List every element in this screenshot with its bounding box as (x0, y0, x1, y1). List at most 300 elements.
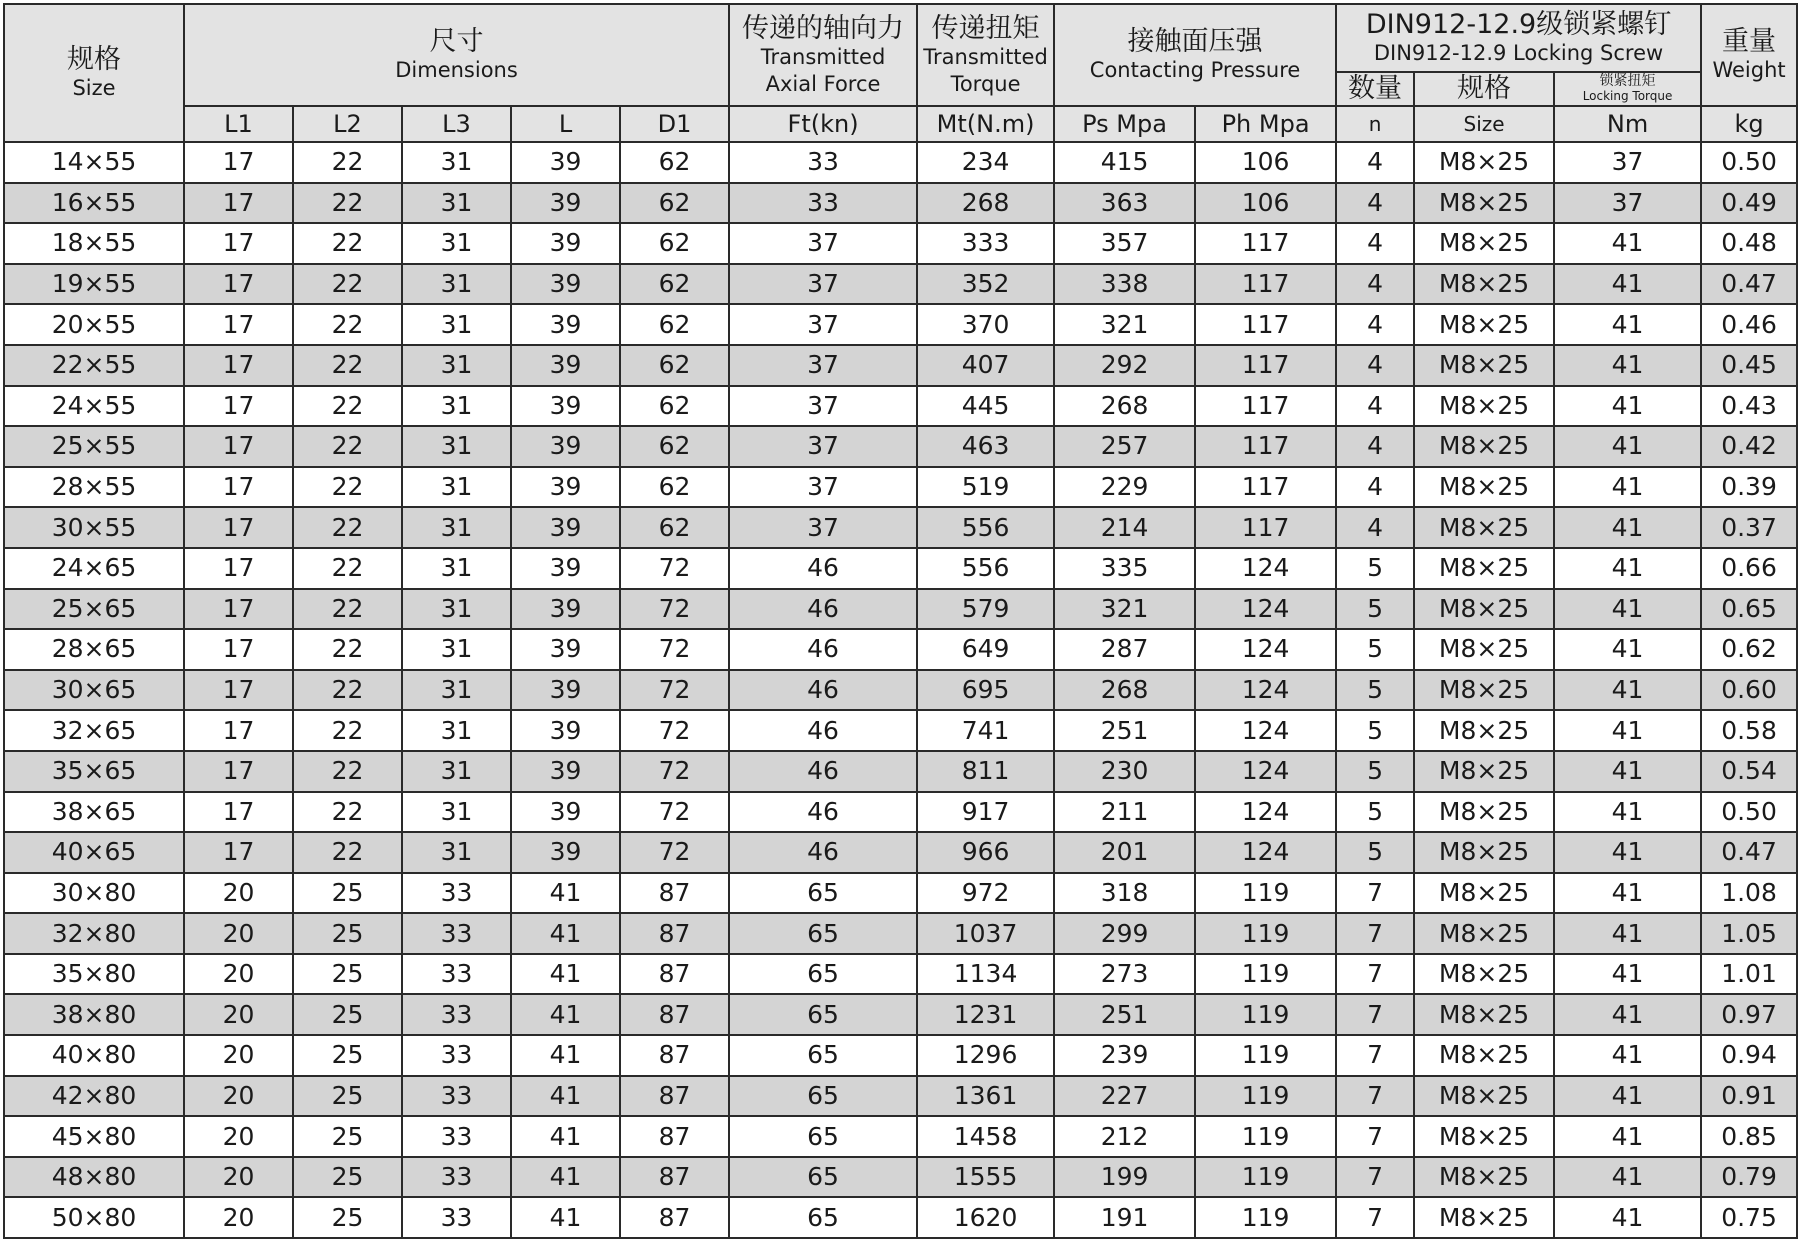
header-axial-force (729, 4, 917, 106)
cell-l2: 22 (293, 548, 402, 589)
cell-ph: 119 (1195, 994, 1336, 1035)
unit-d1: D1 (620, 106, 729, 142)
cell-ph: 124 (1195, 832, 1336, 873)
cell-ph: 106 (1195, 142, 1336, 183)
cell-locking-torque: 41 (1554, 467, 1701, 508)
cell-d1: 72 (620, 751, 729, 792)
cell-l: 41 (511, 954, 620, 995)
cell-mt: 370 (917, 304, 1054, 345)
cell-l3: 33 (402, 1116, 511, 1157)
unit-ps: Ps Mpa (1054, 106, 1195, 142)
cell-mt: 579 (917, 589, 1054, 630)
cell-screw-qty: 7 (1336, 1116, 1414, 1157)
cell-screw-size: M8×25 (1414, 751, 1554, 792)
cell-locking-torque: 41 (1554, 1035, 1701, 1076)
cell-l2: 22 (293, 670, 402, 711)
cell-mt: 1361 (917, 1076, 1054, 1117)
cell-weight: 0.62 (1701, 629, 1797, 670)
cell-screw-qty: 4 (1336, 507, 1414, 548)
cell-d1: 62 (620, 345, 729, 386)
cell-mt: 811 (917, 751, 1054, 792)
cell-l2: 22 (293, 345, 402, 386)
cell-weight: 0.97 (1701, 994, 1797, 1035)
header-axial-force-en2: Axial Force (765, 71, 881, 96)
cell-ft: 65 (729, 1157, 917, 1198)
cell-mt: 234 (917, 142, 1054, 183)
cell-ps: 191 (1054, 1197, 1195, 1238)
cell-d1: 72 (620, 832, 729, 873)
cell-ph: 117 (1195, 386, 1336, 427)
cell-l1: 17 (184, 426, 293, 467)
cell-screw-qty: 4 (1336, 467, 1414, 508)
cell-l: 39 (511, 832, 620, 873)
cell-screw-size: M8×25 (1414, 467, 1554, 508)
unit-l3: L3 (402, 106, 511, 142)
cell-size: 30×80 (4, 873, 184, 914)
cell-size: 25×65 (4, 589, 184, 630)
cell-size: 35×80 (4, 954, 184, 995)
cell-l3: 31 (402, 507, 511, 548)
table-row (4, 507, 1797, 548)
cell-mt: 649 (917, 629, 1054, 670)
cell-l2: 22 (293, 629, 402, 670)
cell-l3: 31 (402, 548, 511, 589)
cell-screw-qty: 4 (1336, 223, 1414, 264)
cell-locking-torque: 41 (1554, 1157, 1701, 1198)
cell-size: 22×55 (4, 345, 184, 386)
cell-locking-torque: 37 (1554, 183, 1701, 224)
cell-locking-torque: 41 (1554, 832, 1701, 873)
cell-mt: 1037 (917, 913, 1054, 954)
cell-screw-size: M8×25 (1414, 345, 1554, 386)
cell-weight: 0.79 (1701, 1157, 1797, 1198)
cell-ph: 124 (1195, 751, 1336, 792)
cell-mt: 1555 (917, 1157, 1054, 1198)
cell-size: 45×80 (4, 1116, 184, 1157)
cell-l2: 22 (293, 710, 402, 751)
cell-d1: 72 (620, 710, 729, 751)
cell-l: 39 (511, 142, 620, 183)
cell-l3: 31 (402, 751, 511, 792)
cell-screw-size: M8×25 (1414, 183, 1554, 224)
cell-l2: 22 (293, 386, 402, 427)
cell-l2: 22 (293, 467, 402, 508)
table-row (4, 751, 1797, 792)
cell-ps: 273 (1054, 954, 1195, 995)
cell-l2: 25 (293, 954, 402, 995)
cell-l3: 33 (402, 1076, 511, 1117)
cell-screw-qty: 4 (1336, 142, 1414, 183)
cell-size: 42×80 (4, 1076, 184, 1117)
cell-ps: 230 (1054, 751, 1195, 792)
cell-l3: 31 (402, 589, 511, 630)
header-screw-qty (1337, 73, 1415, 105)
cell-ft: 37 (729, 304, 917, 345)
cell-ps: 251 (1054, 710, 1195, 751)
cell-screw-qty: 7 (1336, 1076, 1414, 1117)
cell-ph: 117 (1195, 426, 1336, 467)
header-dimensions-cn: 尺寸 (429, 26, 484, 57)
cell-l2: 25 (293, 1035, 402, 1076)
cell-locking-torque: 41 (1554, 223, 1701, 264)
cell-size: 30×65 (4, 670, 184, 711)
table-row (4, 832, 1797, 873)
cell-mt: 917 (917, 792, 1054, 833)
cell-d1: 62 (620, 507, 729, 548)
cell-ft: 37 (729, 426, 917, 467)
cell-mt: 695 (917, 670, 1054, 711)
cell-locking-torque: 41 (1554, 994, 1701, 1035)
table-header (4, 4, 1797, 142)
cell-screw-qty: 7 (1336, 954, 1414, 995)
header-pressure-en: Contacting Pressure (1089, 58, 1301, 82)
cell-ft: 46 (729, 751, 917, 792)
table-row (4, 1116, 1797, 1157)
header-size-cn: 规格 (67, 44, 121, 75)
cell-ft: 33 (729, 183, 917, 224)
cell-ph: 106 (1195, 183, 1336, 224)
cell-l3: 31 (402, 304, 511, 345)
header-screw-size (1415, 73, 1555, 105)
cell-ft: 33 (729, 142, 917, 183)
cell-screw-qty: 7 (1336, 1197, 1414, 1238)
cell-locking-torque: 41 (1554, 670, 1701, 711)
cell-ph: 117 (1195, 467, 1336, 508)
header-screw-size-cn: 规格 (1457, 73, 1512, 104)
cell-weight: 0.49 (1701, 183, 1797, 224)
cell-weight: 0.65 (1701, 589, 1797, 630)
cell-mt: 1620 (917, 1197, 1054, 1238)
cell-screw-qty: 5 (1336, 832, 1414, 873)
cell-ph: 119 (1195, 873, 1336, 914)
cell-l1: 17 (184, 264, 293, 305)
cell-ph: 124 (1195, 629, 1336, 670)
cell-size: 16×55 (4, 183, 184, 224)
cell-screw-qty: 4 (1336, 426, 1414, 467)
cell-ft: 46 (729, 670, 917, 711)
cell-l3: 33 (402, 873, 511, 914)
table-row (4, 142, 1797, 183)
header-pressure (1054, 4, 1336, 106)
unit-screw-size: Size (1414, 106, 1554, 142)
cell-ps: 201 (1054, 832, 1195, 873)
cell-ph: 124 (1195, 548, 1336, 589)
cell-ps: 318 (1054, 873, 1195, 914)
cell-ph: 124 (1195, 710, 1336, 751)
cell-ps: 321 (1054, 589, 1195, 630)
cell-l1: 20 (184, 994, 293, 1035)
cell-ft: 65 (729, 1116, 917, 1157)
table-row (4, 873, 1797, 914)
cell-weight: 0.47 (1701, 832, 1797, 873)
cell-ft: 37 (729, 223, 917, 264)
cell-screw-size: M8×25 (1414, 507, 1554, 548)
cell-ft: 46 (729, 710, 917, 751)
cell-screw-qty: 7 (1336, 1035, 1414, 1076)
cell-screw-qty: 4 (1336, 264, 1414, 305)
cell-d1: 87 (620, 1116, 729, 1157)
cell-size: 38×65 (4, 792, 184, 833)
cell-ps: 199 (1054, 1157, 1195, 1198)
cell-weight: 0.66 (1701, 548, 1797, 589)
cell-l: 39 (511, 710, 620, 751)
cell-d1: 62 (620, 467, 729, 508)
header-screw-torque-cn: 锁紧扭矩 (1599, 73, 1656, 89)
cell-screw-size: M8×25 (1414, 994, 1554, 1035)
cell-l: 39 (511, 792, 620, 833)
table-row (4, 467, 1797, 508)
cell-l: 39 (511, 548, 620, 589)
cell-l1: 20 (184, 1035, 293, 1076)
cell-screw-qty: 4 (1336, 345, 1414, 386)
cell-l1: 20 (184, 1157, 293, 1198)
cell-screw-size: M8×25 (1414, 1035, 1554, 1076)
table-row (4, 1035, 1797, 1076)
cell-locking-torque: 41 (1554, 1197, 1701, 1238)
cell-d1: 72 (620, 670, 729, 711)
cell-ft: 46 (729, 792, 917, 833)
cell-mt: 556 (917, 548, 1054, 589)
cell-screw-qty: 7 (1336, 994, 1414, 1035)
cell-locking-torque: 41 (1554, 304, 1701, 345)
unit-l1: L1 (184, 106, 293, 142)
cell-d1: 87 (620, 1035, 729, 1076)
cell-weight: 0.46 (1701, 304, 1797, 345)
cell-screw-qty: 5 (1336, 589, 1414, 630)
cell-ft: 65 (729, 913, 917, 954)
cell-l2: 25 (293, 994, 402, 1035)
cell-mt: 1458 (917, 1116, 1054, 1157)
cell-l2: 22 (293, 792, 402, 833)
cell-size: 19×55 (4, 264, 184, 305)
cell-ft: 65 (729, 954, 917, 995)
header-dimensions-en: Dimensions (395, 58, 518, 82)
cell-weight: 0.37 (1701, 507, 1797, 548)
cell-l2: 25 (293, 1076, 402, 1117)
cell-l: 39 (511, 345, 620, 386)
cell-size: 20×55 (4, 304, 184, 345)
spec-table (3, 3, 1798, 1239)
cell-screw-size: M8×25 (1414, 873, 1554, 914)
cell-l1: 17 (184, 507, 293, 548)
cell-weight: 0.54 (1701, 751, 1797, 792)
cell-screw-size: M8×25 (1414, 1076, 1554, 1117)
cell-weight: 0.94 (1701, 1035, 1797, 1076)
cell-l: 39 (511, 264, 620, 305)
cell-l2: 22 (293, 142, 402, 183)
cell-weight: 0.60 (1701, 670, 1797, 711)
cell-locking-torque: 41 (1554, 1076, 1701, 1117)
cell-ft: 46 (729, 548, 917, 589)
cell-l: 39 (511, 183, 620, 224)
table-row (4, 1076, 1797, 1117)
cell-l1: 17 (184, 183, 293, 224)
cell-ph: 117 (1195, 264, 1336, 305)
table-row (4, 345, 1797, 386)
cell-mt: 741 (917, 710, 1054, 751)
table-row (4, 954, 1797, 995)
cell-ps: 257 (1054, 426, 1195, 467)
header-weight-en: Weight (1712, 58, 1786, 82)
cell-locking-torque: 41 (1554, 954, 1701, 995)
cell-weight: 0.58 (1701, 710, 1797, 751)
cell-l2: 22 (293, 304, 402, 345)
cell-size: 30×55 (4, 507, 184, 548)
cell-locking-torque: 41 (1554, 548, 1701, 589)
header-dimensions (184, 4, 729, 106)
cell-l3: 33 (402, 1157, 511, 1198)
cell-mt: 463 (917, 426, 1054, 467)
header-screw-torque-en: Locking Torque (1582, 89, 1673, 103)
unit-l: L (511, 106, 620, 142)
cell-l3: 33 (402, 1035, 511, 1076)
table-row (4, 629, 1797, 670)
cell-screw-qty: 7 (1336, 913, 1414, 954)
cell-l3: 31 (402, 345, 511, 386)
cell-l3: 31 (402, 386, 511, 427)
cell-weight: 0.43 (1701, 386, 1797, 427)
unit-mt: Mt(N.m) (917, 106, 1054, 142)
cell-l: 41 (511, 1197, 620, 1238)
cell-size: 40×65 (4, 832, 184, 873)
cell-ft: 65 (729, 873, 917, 914)
header-screw-torque (1555, 73, 1700, 105)
cell-l1: 17 (184, 386, 293, 427)
cell-l1: 17 (184, 142, 293, 183)
cell-l1: 20 (184, 1197, 293, 1238)
cell-ps: 212 (1054, 1116, 1195, 1157)
cell-screw-qty: 4 (1336, 183, 1414, 224)
cell-ps: 338 (1054, 264, 1195, 305)
table-row (4, 223, 1797, 264)
header-axial-force-en1: Transmitted (760, 44, 886, 69)
header-torque-en1: Transmitted (923, 44, 1048, 69)
cell-l2: 22 (293, 589, 402, 630)
cell-screw-size: M8×25 (1414, 629, 1554, 670)
cell-screw-size: M8×25 (1414, 426, 1554, 467)
cell-l3: 31 (402, 792, 511, 833)
unit-weight: kg (1701, 106, 1797, 142)
cell-d1: 87 (620, 1076, 729, 1117)
cell-l2: 22 (293, 183, 402, 224)
cell-screw-size: M8×25 (1414, 832, 1554, 873)
header-pressure-cn: 接触面压强 (1127, 26, 1263, 57)
cell-l: 39 (511, 467, 620, 508)
cell-screw-qty: 5 (1336, 629, 1414, 670)
cell-mt: 445 (917, 386, 1054, 427)
cell-weight: 0.85 (1701, 1116, 1797, 1157)
cell-size: 40×80 (4, 1035, 184, 1076)
cell-l3: 33 (402, 913, 511, 954)
cell-ft: 65 (729, 1197, 917, 1238)
cell-ps: 227 (1054, 1076, 1195, 1117)
cell-screw-qty: 5 (1336, 710, 1414, 751)
cell-size: 32×65 (4, 710, 184, 751)
cell-l: 39 (511, 304, 620, 345)
cell-ph: 124 (1195, 589, 1336, 630)
cell-locking-torque: 41 (1554, 1116, 1701, 1157)
table-row (4, 183, 1797, 224)
cell-ph: 119 (1195, 1116, 1336, 1157)
header-torque (917, 4, 1054, 106)
cell-size: 35×65 (4, 751, 184, 792)
cell-screw-size: M8×25 (1414, 710, 1554, 751)
cell-size: 25×55 (4, 426, 184, 467)
table-row (4, 913, 1797, 954)
cell-ft: 37 (729, 264, 917, 305)
cell-size: 24×55 (4, 386, 184, 427)
cell-ps: 335 (1054, 548, 1195, 589)
cell-screw-size: M8×25 (1414, 954, 1554, 995)
cell-mt: 1231 (917, 994, 1054, 1035)
cell-l1: 17 (184, 629, 293, 670)
cell-locking-torque: 41 (1554, 426, 1701, 467)
cell-size: 28×65 (4, 629, 184, 670)
cell-d1: 62 (620, 183, 729, 224)
table-row (4, 426, 1797, 467)
header-size (4, 4, 184, 142)
cell-locking-torque: 41 (1554, 913, 1701, 954)
cell-l: 41 (511, 1035, 620, 1076)
cell-ps: 287 (1054, 629, 1195, 670)
cell-d1: 87 (620, 1157, 729, 1198)
cell-d1: 62 (620, 304, 729, 345)
cell-l3: 31 (402, 670, 511, 711)
cell-size: 38×80 (4, 994, 184, 1035)
cell-l2: 25 (293, 913, 402, 954)
cell-ph: 124 (1195, 792, 1336, 833)
cell-l3: 31 (402, 467, 511, 508)
header-screw (1336, 4, 1701, 106)
cell-locking-torque: 41 (1554, 507, 1701, 548)
cell-mt: 1134 (917, 954, 1054, 995)
cell-screw-size: M8×25 (1414, 548, 1554, 589)
cell-ps: 251 (1054, 994, 1195, 1035)
cell-mt: 268 (917, 183, 1054, 224)
cell-d1: 87 (620, 913, 729, 954)
cell-l3: 33 (402, 1197, 511, 1238)
unit-screw-torque: Nm (1554, 106, 1701, 142)
cell-l3: 31 (402, 629, 511, 670)
cell-ph: 117 (1195, 223, 1336, 264)
cell-screw-size: M8×25 (1414, 386, 1554, 427)
cell-screw-qty: 5 (1336, 792, 1414, 833)
table-row (4, 304, 1797, 345)
cell-l2: 22 (293, 751, 402, 792)
header-torque-cn: 传递扭矩 (931, 12, 1040, 44)
cell-l1: 20 (184, 1116, 293, 1157)
cell-screw-size: M8×25 (1414, 223, 1554, 264)
table-row (4, 792, 1797, 833)
cell-ps: 299 (1054, 913, 1195, 954)
cell-l2: 22 (293, 223, 402, 264)
cell-ph: 124 (1195, 670, 1336, 711)
cell-weight: 1.08 (1701, 873, 1797, 914)
cell-l: 41 (511, 873, 620, 914)
table-row (4, 710, 1797, 751)
cell-screw-size: M8×25 (1414, 670, 1554, 711)
cell-locking-torque: 41 (1554, 873, 1701, 914)
cell-ph: 119 (1195, 1197, 1336, 1238)
cell-mt: 556 (917, 507, 1054, 548)
cell-ft: 37 (729, 345, 917, 386)
cell-ft: 37 (729, 507, 917, 548)
table-row (4, 670, 1797, 711)
unit-ph: Ph Mpa (1195, 106, 1336, 142)
cell-locking-torque: 41 (1554, 386, 1701, 427)
cell-ps: 292 (1054, 345, 1195, 386)
cell-d1: 87 (620, 1197, 729, 1238)
